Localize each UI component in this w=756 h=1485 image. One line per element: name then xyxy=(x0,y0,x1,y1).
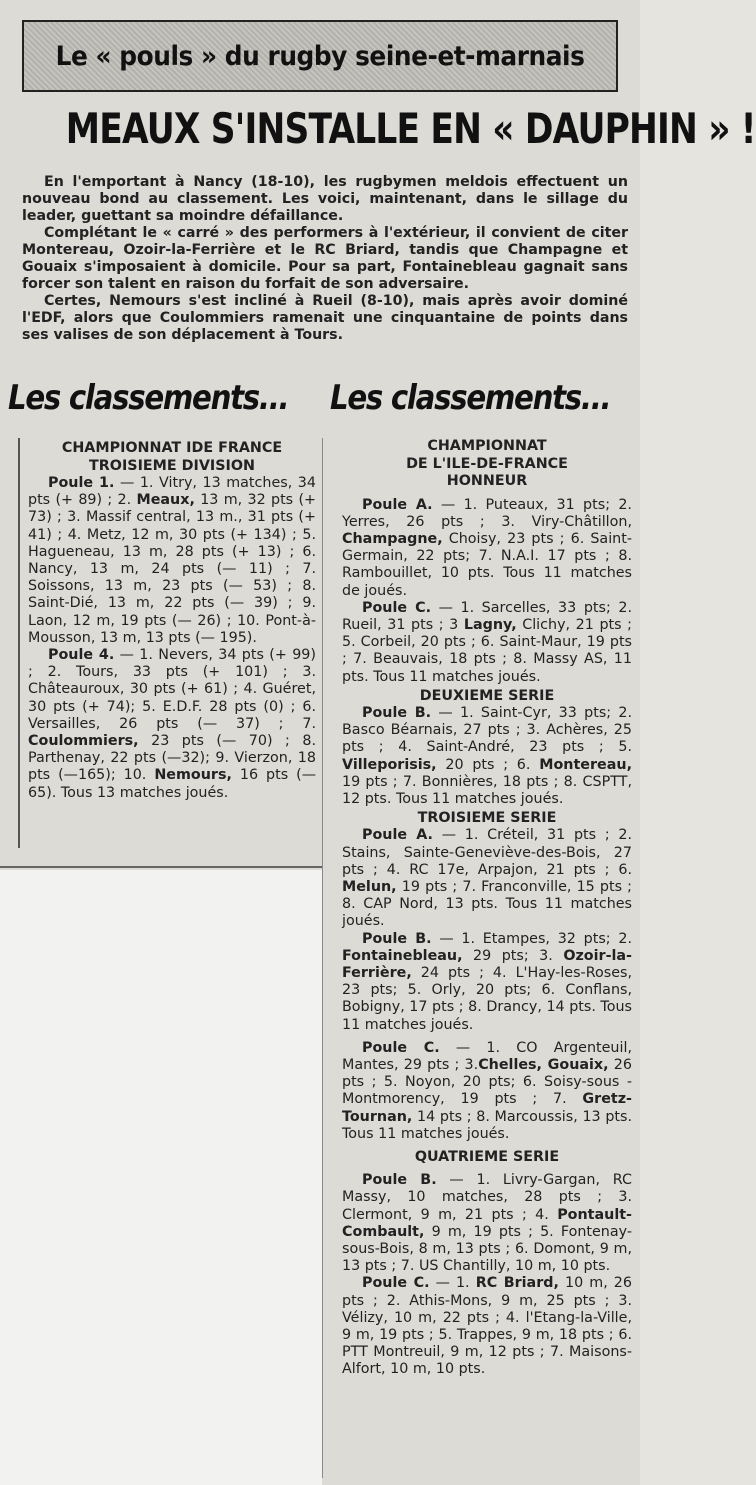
pool-label: Poule A. xyxy=(362,827,433,844)
kicker-banner xyxy=(22,20,618,92)
club-name: Fontainebleau, xyxy=(342,947,463,964)
pool-text: — 1. Livry-Gargan, RC Massy, 10 matches, 28 pts ; 3. Clermont, 9 m, 21 pts ; 4. xyxy=(342,1172,632,1223)
pool-text: — 1. Puteaux, 31 pts; 2. Yerres, 26 pts ; 3. Viry-Châtillon, xyxy=(342,496,632,530)
pool-text: 13 m, 32 pts (+ 73) ; 3. Massif central, 13 m., 31 pts (+ 41) ; 4. Metz, 12 m, 30 pts (+ 134) ; 5. Hagueneau, 13 m, 28 pts (+ 13) ; 6. Nancy, 13 m, 24 pts (— 11) ; 7. Soissons, 13 m, 23 pts (— 53) ; 8. Saint-Dié, 13 m, 22 pts (— 39) ; 9. Laon, 12 m, 19 pts (— 26) ; 10. Pont-à-Mousson, 13 m, 13 pts (— 195). xyxy=(28,492,316,646)
division-heading: TROISIEME DIVISION xyxy=(89,457,255,474)
intro-paragraph: En l'emportant à Nancy (18-10), les rugbymen meldois effectuent un nouveau bond au classement. Les voici, maintenant, dans le sillage du leader, guettant sa moindre défaillance. xyxy=(22,174,628,224)
club-name: Gretz-Tournan, xyxy=(342,1091,632,1125)
pool-entry xyxy=(28,647,316,802)
headline: MEAUX S'INSTALLE EN « DAUPHIN » ! xyxy=(65,104,756,153)
pool-text: — 1. Créteil, 31 pts ; 2. Stains, Sainte-Geneviève-des-Bois, 27 pts ; 4. RC 17e, Arpajon, 21 pts ; 6. xyxy=(342,827,632,878)
pool-label: Poule A. xyxy=(362,496,433,513)
pool-text: 19 pts ; 7. Franconville, 15 pts ; 8. CAP Nord, 13 pts. Tous 11 matches joués. xyxy=(342,878,632,930)
section-title-left: Les classements... xyxy=(8,378,289,418)
pool-text: — 1. Saint-Cyr, 33 pts; 2. Basco Béarnais, 27 pts ; 3. Achères, 25 pts ; 4. Saint-André, 23 pts ; 5. xyxy=(342,704,633,756)
division-heading: HONNEUR xyxy=(446,473,528,489)
pool-label: Poule 1. xyxy=(48,475,115,491)
pool-entry xyxy=(28,475,316,647)
pool-label: Poule B. xyxy=(362,930,432,947)
column-rule xyxy=(0,866,322,868)
series-heading: QUATRIEME SERIE xyxy=(414,1149,560,1166)
pool-text: 26 pts ; 5. Noyon, 20 pts; 6. Soisy-sous - Montmorency, 19 pts ; 7. xyxy=(342,1057,632,1108)
intro-paragraph: Complétant le « carré » des performers à l'extérieur, il convient de citer Montereau, Ozoir-la-Ferrière et le RC Briard, tandis que Champagne et Gouaix s'imposaient à domicile. Pour sa part, Fontainebleau gagnait sans forcer son talent en raison du forfait de son adversaire. xyxy=(22,225,628,292)
pool-entry xyxy=(342,600,632,686)
pool-text: — 1. xyxy=(429,1275,476,1292)
pool-text: 16 pts (—65). Tous 13 matches joués. xyxy=(28,767,316,801)
pool-text: 9 m, 19 pts ; 5. Fontenay-sous-Bois, 8 m, 13 pts ; 6. Domont, 9 m, 13 pts ; 7. US Chantilly, 10 m, 10 pts. xyxy=(342,1223,632,1275)
club-name: Pontault-Combault, xyxy=(342,1206,632,1240)
pool-text: — 1. Vitry, 13 matches, 34 pts (+ 89) ; 2. xyxy=(28,475,316,509)
pool-text: — 1. Sarcelles, 33 pts; 2. Rueil, 31 pts ; 3 xyxy=(342,599,632,633)
championship-heading: DE L'ILE-DE-FRANCE xyxy=(406,455,568,472)
pool-text: 20 pts ; 6. xyxy=(436,756,540,773)
column-rule xyxy=(18,438,20,848)
pool-text: 14 pts ; 8. Marcoussis, 13 pts. Tous 11 matches joués. xyxy=(342,1108,632,1142)
pool-label: Poule C. xyxy=(362,1275,430,1292)
pool-text: 23 pts (— 70) ; 8. Parthenay, 22 pts (—32); 9. Vierzon, 18 pts (—165); 10. xyxy=(28,733,316,784)
series-heading: DEUXIEME SERIE xyxy=(419,687,555,704)
club-name: Chelles, Gouaix, xyxy=(478,1057,609,1073)
club-name: Coulommiers, xyxy=(28,733,139,750)
championship-heading: CHAMPIONNAT xyxy=(427,438,547,454)
pool-label: Poule C. xyxy=(362,1039,440,1056)
blank-area xyxy=(0,870,322,1485)
pool-label: Poule B. xyxy=(362,704,432,721)
club-name: Meaux, xyxy=(136,492,195,509)
pool-text: Choisy, 23 pts ; 6. Saint-Germain, 22 pts; 7. N.A.I. 17 pts ; 8. Rambouillet, 10 pts. Tous 11 matches de joués. xyxy=(342,530,632,599)
pool-text: 29 pts; 3. xyxy=(462,947,564,964)
intro-paragraph: Certes, Nemours s'est incliné à Rueil (8-10), mais après avoir dominé l'EDF, alors que Coulommiers ramenait une cinquantaine de points dans ses valises de son déplacement à Tours. xyxy=(22,293,628,343)
series-heading: TROISIEME SERIE xyxy=(417,810,557,827)
club-name: Montereau, xyxy=(539,756,632,773)
standings-left-column xyxy=(28,440,316,802)
pool-label: Poule C. xyxy=(362,599,432,616)
club-name: Lagny, xyxy=(463,616,517,633)
section-title-right: Les classements... xyxy=(330,378,611,418)
pool-entry xyxy=(342,931,632,1034)
club-name: Ozoir-la-Ferrière, xyxy=(342,947,632,981)
pool-entry xyxy=(342,705,632,808)
pool-text: Clichy, 21 pts ; 5. Corbeil, 20 pts ; 6. Saint-Maur, 19 pts ; 7. Beauvais, 18 pts ; 8. Massy AS, 11 pts. Tous 11 matches joués. xyxy=(342,616,632,685)
pool-text: — 1. Etampes, 32 pts; 2. xyxy=(431,930,632,947)
pool-entry xyxy=(342,1172,632,1275)
club-name: Villeporisis, xyxy=(342,756,437,773)
club-name: Nemours, xyxy=(154,767,232,784)
pool-text: — 1. Nevers, 34 pts (+ 99) ; 2. Tours, 33 pts (+ 101) ; 3. Châteauroux, 30 pts (+ 61) ; 4. Guéret, 30 pts (+ 74); 5. E.D.F. 28 pts (0) ; 6. Versailles, 26 pts (— 37) ; 7. xyxy=(28,647,316,732)
pool-entry xyxy=(342,1040,632,1143)
club-name: Champagne, xyxy=(342,530,443,547)
standings-right-column xyxy=(342,438,632,1379)
column-rule xyxy=(322,438,323,1478)
kicker-text: Le « pouls » du rugby seine-et-marnais xyxy=(55,40,585,72)
pool-text: 10 m, 26 pts ; 2. Athis-Mons, 9 m, 25 pts ; 3. Vélizy, 10 m, 22 pts ; 4. l'Etang-la-Ville, 9 m, 19 pts ; 5. Trappes, 9 m, 18 pts ; 6. PTT Montreuil, 9 m, 12 pts ; 7. Maisons-Alfort, 10 m, 10 pts. xyxy=(342,1275,632,1378)
pool-text: — 1. CO Argenteuil, Mantes, 29 pts ; 3. xyxy=(342,1039,632,1073)
pool-entry xyxy=(342,1275,632,1378)
championship-heading: CHAMPIONNAT IDE FRANCE xyxy=(61,440,283,456)
intro-text xyxy=(22,174,628,344)
pool-entry xyxy=(342,497,632,600)
club-name: Melun, xyxy=(342,878,397,895)
club-name: RC Briard, xyxy=(475,1275,559,1292)
pool-label: Poule 4. xyxy=(48,647,115,664)
pool-entry xyxy=(342,827,632,930)
pool-text: 24 pts ; 4. L'Hay-les-Roses, 23 pts; 5. Orly, 20 pts; 6. Conflans, Bobigny, 17 pts ; 8. Drancy, 14 pts. Tous 11 matches joués. xyxy=(342,964,632,1033)
pool-text: 19 pts ; 7. Bonnières, 18 pts ; 8. CSPTT, 12 pts. Tous 11 matches joués. xyxy=(342,773,632,807)
pool-label: Poule B. xyxy=(362,1172,437,1189)
